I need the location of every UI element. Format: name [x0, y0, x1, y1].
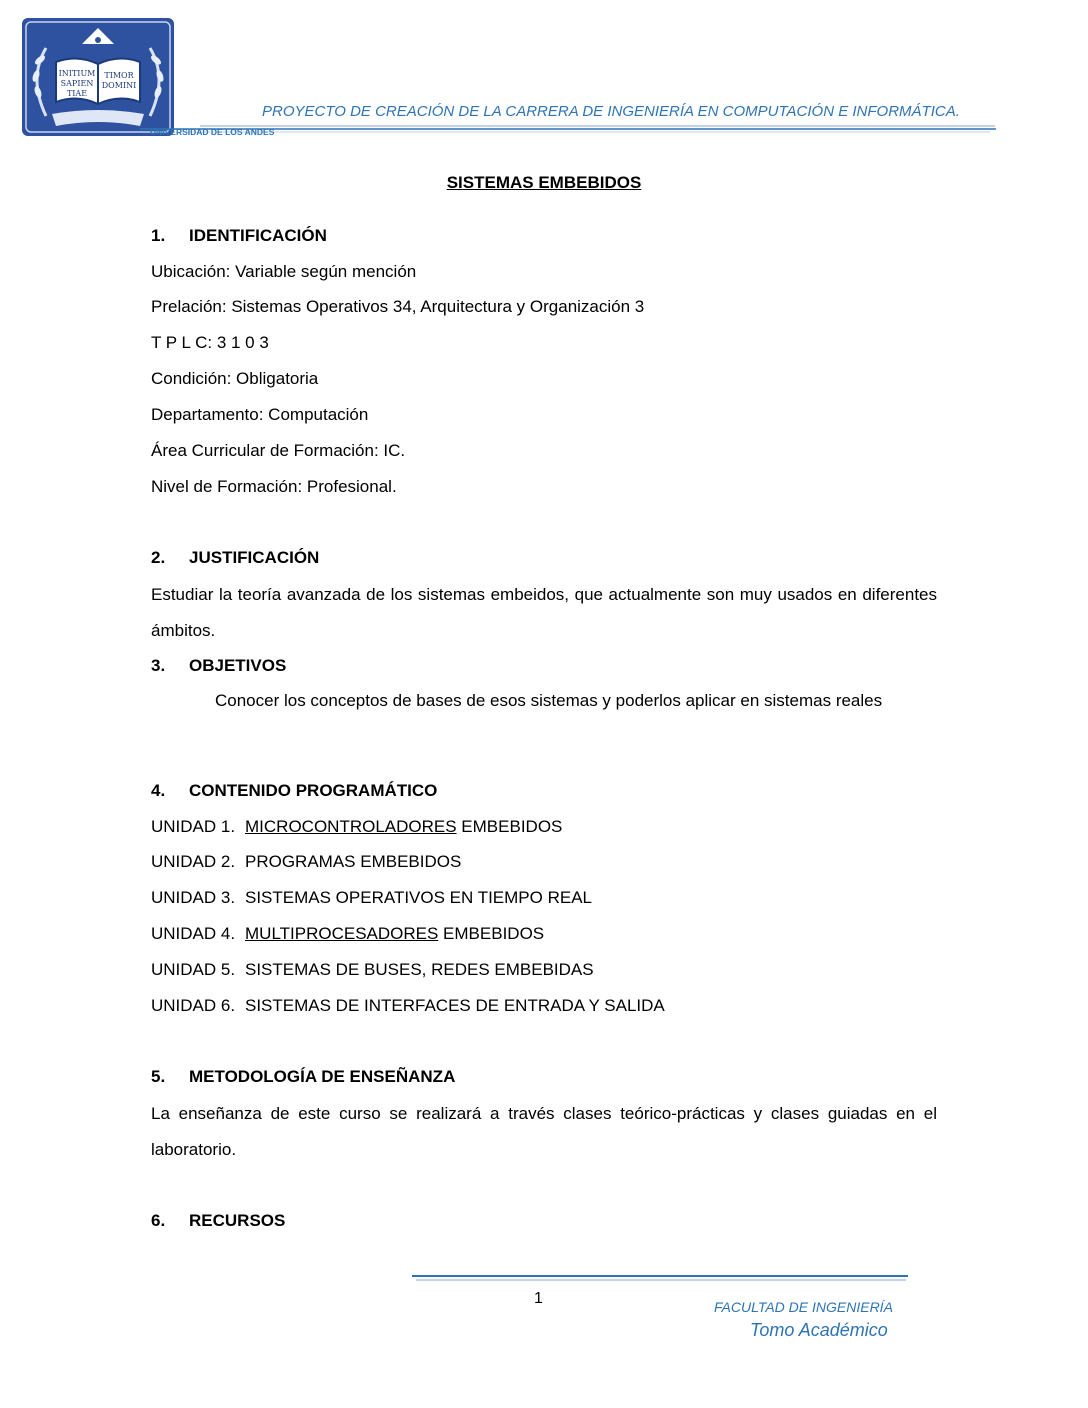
identificacion-line: Departamento: Computación [151, 405, 369, 424]
section-number: 1. [151, 226, 166, 245]
unit-title: SISTEMAS OPERATIVOS EN TIEMPO REAL [245, 888, 593, 907]
section-heading-justificacion [151, 548, 319, 568]
svg-text:INITIUM: INITIUM [58, 69, 96, 78]
unit-item [151, 996, 665, 1016]
svg-text:DOMINI: DOMINI [101, 81, 137, 90]
unit-label: UNIDAD 4. [151, 924, 236, 943]
section-title: IDENTIFICACIÓN [189, 226, 327, 245]
identificacion-line: Nivel de Formación: Profesional. [151, 477, 397, 496]
identificacion-line: T P L C: 3 1 0 3 [151, 333, 269, 352]
justificacion-paragraph: Estudiar la teoría avanzada de los sistemas embeidos, que actualmente son muy usados en diferentes ámbitos. [151, 585, 937, 640]
section-heading-objetivos [151, 656, 286, 676]
unit-item [151, 852, 461, 872]
section-title: CONTENIDO PROGRAMÁTICO [189, 781, 438, 800]
objetivos-text: Conocer los conceptos de bases de esos sistemas y poderlos aplicar en sistemas reales [215, 691, 883, 710]
section-number: 4. [151, 781, 166, 800]
section-number: 5. [151, 1067, 166, 1086]
unit-title: SISTEMAS DE BUSES, REDES EMBEBIDAS [245, 960, 594, 979]
unit-label: UNIDAD 6. [151, 996, 236, 1015]
footer-rule [412, 1274, 912, 1286]
unit-title: SISTEMAS DE INTERFACES DE ENTRADA Y SALIDA [245, 996, 665, 1015]
unit-title: EMBEBIDOS [456, 817, 563, 836]
identificacion-line: Prelación: Sistemas Operativos 34, Arquitectura y Organización 3 [151, 297, 645, 316]
unit-item [151, 888, 592, 908]
unit-item [151, 924, 544, 944]
section-title: METODOLOGÍA DE ENSEÑANZA [189, 1067, 456, 1086]
section-title: OBJETIVOS [189, 656, 287, 675]
identificacion-line: Área Curricular de Formación: IC. [151, 441, 406, 460]
footer-tomo: Tomo Académico [750, 1320, 888, 1340]
unit-item [151, 817, 562, 837]
unit-underlined-term: MULTIPROCESADORES [245, 924, 439, 943]
section-heading-identificacion [151, 226, 327, 246]
unit-label: UNIDAD 5. [151, 960, 236, 979]
unit-label: UNIDAD 2. [151, 852, 236, 871]
unit-underlined-term: MICROCONTROLADORES [245, 817, 457, 836]
unit-label: UNIDAD 3. [151, 888, 236, 907]
svg-text:TIAE: TIAE [66, 89, 88, 98]
section-title: RECURSOS [189, 1211, 286, 1230]
identificacion-line: Ubicación: Variable según mención [151, 262, 417, 281]
section-number: 3. [151, 656, 166, 675]
section-title: JUSTIFICACIÓN [189, 548, 320, 567]
section-heading-recursos [151, 1211, 285, 1231]
section-number: 6. [151, 1211, 166, 1230]
unit-label: UNIDAD 1. [151, 817, 236, 836]
section-number: 2. [151, 548, 166, 567]
unit-item [151, 960, 594, 980]
unit-title: PROGRAMAS EMBEBIDOS [245, 852, 462, 871]
section-heading-contenido [151, 781, 437, 801]
document-title: SISTEMAS EMBEBIDOS [446, 173, 642, 192]
section-heading-metodologia [151, 1067, 455, 1087]
page-number: 1 [534, 1290, 543, 1307]
identificacion-line: Condición: Obligatoria [151, 369, 319, 388]
university-seal-logo [22, 18, 174, 136]
footer-faculty: FACULTAD DE INGENIERÍA [714, 1299, 893, 1315]
project-title: PROYECTO DE CREACIÓN DE LA CARRERA DE INGENIERÍA EN COMPUTACIÓN E INFORMÁTICA. [262, 103, 960, 120]
unit-title: EMBEBIDOS [438, 924, 545, 943]
metodologia-paragraph: La enseñanza de este curso se realizará a través clases teórico-prácticas y clases guiadas en el laboratorio. [151, 1104, 937, 1159]
svg-text:SAPIEN: SAPIEN [60, 79, 94, 88]
svg-text:TIMOR: TIMOR [104, 71, 134, 80]
university-name: UNIVERSIDAD DE LOS ANDES [150, 127, 275, 137]
